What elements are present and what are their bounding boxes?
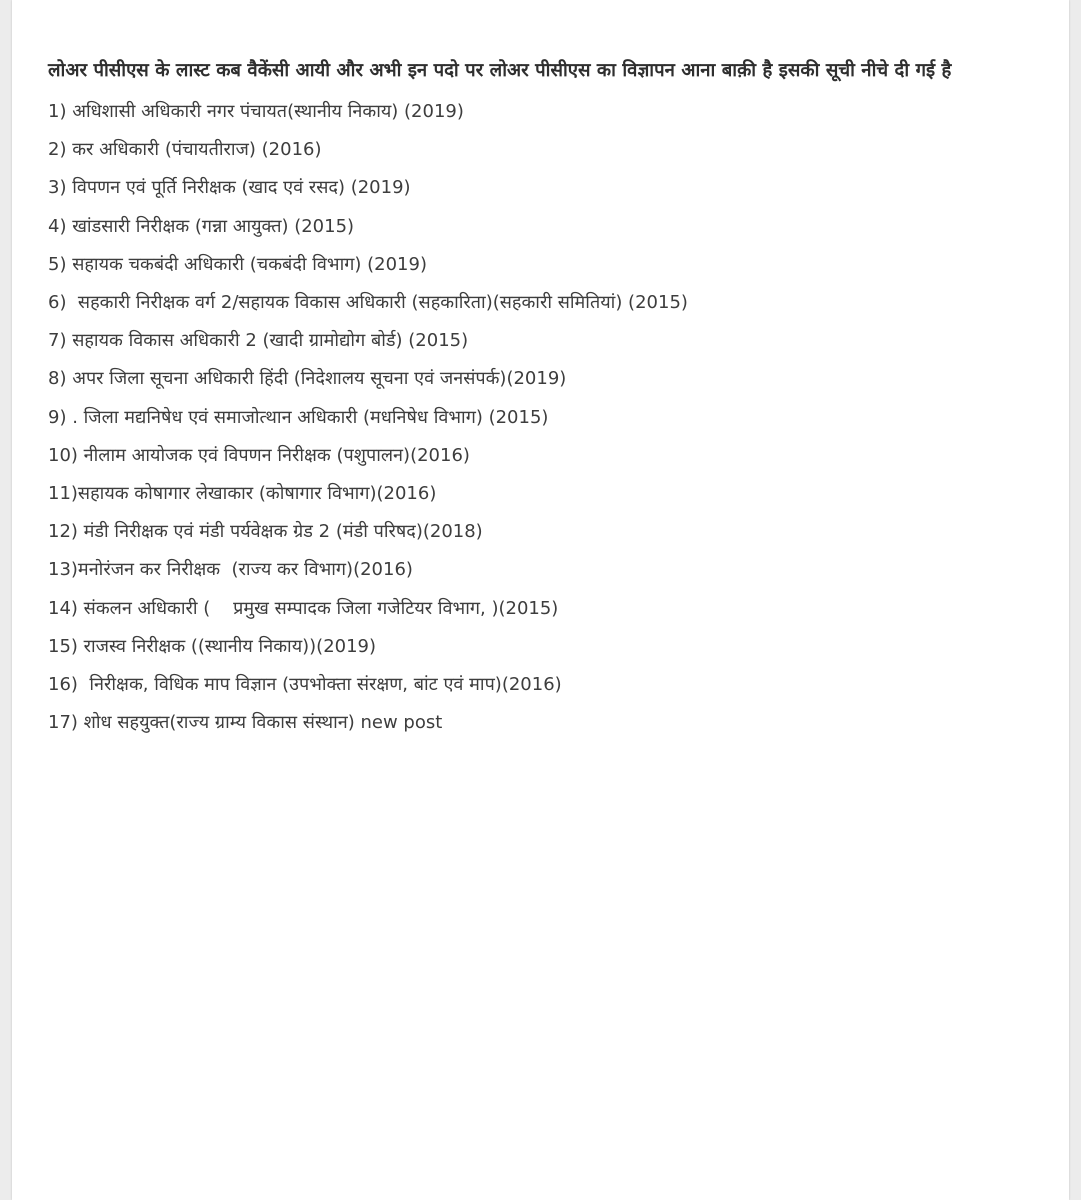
list-item: 14) संकलन अधिकारी ( प्रमुख सम्पादक जिला गजेटियर विभाग, )(2015) [48, 597, 559, 619]
vacancy-list [48, 93, 1038, 742]
list-item: 10) नीलाम आयोजक एवं विपणन निरीक्षक (पशुपालन)(2016) [48, 444, 470, 466]
document-heading: लोअर पीसीएस के लास्ट कब वैकेंसी आयी और अभी इन पदो पर लोअर पीसीएस का विज्ञापन आना बाक़ी है इसकी सूची नीचे दी गई है [48, 60, 952, 81]
document-content [48, 52, 1038, 742]
list-item: 13)मनोरंजन कर निरीक्षक (राज्य कर विभाग)(2016) [48, 559, 413, 581]
list-item: 17) शोध सहयुक्त(राज्य ग्राम्य विकास संस्थान) new post [48, 712, 443, 734]
list-item: 8) अपर जिला सूचना अधिकारी हिंदी (निदेशालय सूचना एवं जनसंपर्क)(2019) [48, 368, 567, 390]
list-item: 16) निरीक्षक, विधिक माप विज्ञान (उपभोक्ता संरक्षण, बांट एवं माप)(2016) [48, 674, 562, 696]
list-item: 4) खांडसारी निरीक्षक (गन्ना आयुक्त) (2015) [48, 215, 355, 237]
list-item: 9) . जिला मद्यनिषेध एवं समाजोत्थान अधिकारी (मधनिषेध विभाग) (2015) [48, 406, 549, 428]
list-item: 5) सहायक चकबंदी अधिकारी (चकबंदी विभाग) (2019) [48, 253, 427, 275]
list-item: 7) सहायक विकास अधिकारी 2 (खादी ग्रामोद्योग बोर्ड) (2015) [48, 330, 469, 352]
document-page [12, 0, 1069, 1200]
list-item: 6) सहकारी निरीक्षक वर्ग 2/सहायक विकास अधिकारी (सहकारिता)(सहकारी समितियां) (2015) [48, 292, 688, 314]
list-item: 15) राजस्व निरीक्षक ((स्थानीय निकाय))(2019) [48, 635, 377, 657]
list-item: 12) मंडी निरीक्षक एवं मंडी पर्यवेक्षक ग्रेड 2 (मंडी परिषद)(2018) [48, 521, 483, 543]
list-item: 11)सहायक कोषागार लेखाकार (कोषागार विभाग)(2016) [48, 483, 437, 505]
list-item: 1) अधिशासी अधिकारी नगर पंचायत(स्थानीय निकाय) (2019) [48, 101, 464, 122]
list-item: 2) कर अधिकारी (पंचायतीराज) (2016) [48, 139, 322, 161]
list-item: 3) विपणन एवं पूर्ति निरीक्षक (खाद एवं रसद) (2019) [48, 177, 411, 199]
